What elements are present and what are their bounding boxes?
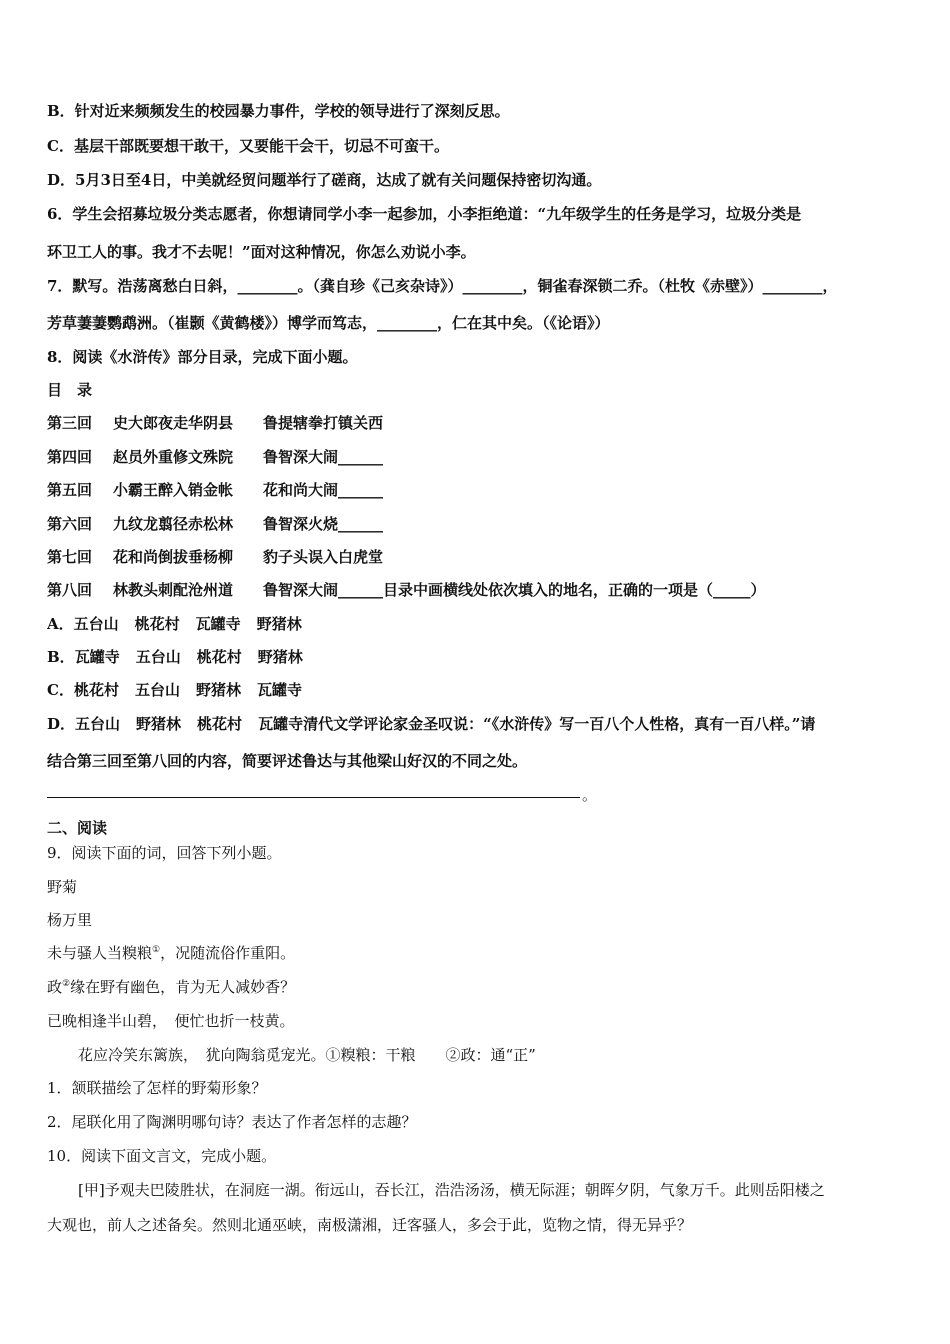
- toc-row: [47, 480, 917, 500]
- toc-first: 九纹龙翦径赤松林: [113, 515, 234, 533]
- footnote-marker: ②: [62, 979, 71, 989]
- poem-line-1: [47, 943, 917, 963]
- question-7-line-1: 7．默写。浩荡离愁白日斜，________。（龚自珍《己亥杂诗》）________，铜雀春深锁二乔。（杜牧《赤壁》）________，: [47, 277, 838, 295]
- option-item: 桃花村: [134, 615, 180, 633]
- option-item: 五台山: [134, 681, 180, 699]
- question-7-line-2: 芳草萋萋鹦鹉洲。（崔颢《黄鹤楼》）博学而笃志，________，仁在其中矣。（《论语》）: [47, 314, 610, 332]
- poem-line-2: [47, 977, 917, 997]
- toc-first: 林教头刺配沧州道: [113, 581, 234, 599]
- question-8-prompt: 结合第三回至第八回的内容，简要评述鲁达与其他梁山好汉的不同之处。: [47, 752, 528, 770]
- option-c-line: C．基层干部既要想干敢干，又要能干会干，切忌不可蛮干。: [47, 137, 449, 155]
- toc-row: [47, 447, 917, 467]
- footnote-marker: ①: [152, 945, 161, 955]
- toc-first: 小霸王醉入销金帐: [113, 481, 234, 499]
- option-item: 五台山: [73, 615, 119, 633]
- question-9-1: 1．颔联描绘了怎样的野菊形象？: [47, 1079, 267, 1097]
- question-8-heading: 8．阅读《水浒传》部分目录，完成下面小题。: [47, 348, 358, 366]
- question-9-2: 2．尾联化用了陶渊明哪句诗？表达了作者怎样的志趣？: [47, 1113, 417, 1131]
- toc-chapter: 第五回: [47, 481, 93, 499]
- option-item: 瓦罐寺: [195, 615, 241, 633]
- toc-chapter: 第七回: [47, 548, 93, 566]
- toc-second: 鲁智深火烧______: [263, 515, 384, 533]
- toc-chapter: 第四回: [47, 448, 93, 466]
- option-item: 五台山: [135, 648, 181, 666]
- option-item: 桃花村: [73, 681, 119, 699]
- option-label: D．: [47, 715, 76, 733]
- option-item: 五台山: [75, 715, 121, 733]
- toc-row: [47, 413, 917, 433]
- poem-title: 野菊: [47, 878, 78, 896]
- toc-second: 豹子头误入白虎堂: [263, 548, 384, 566]
- option-item: 瓦罐寺: [257, 681, 303, 699]
- classical-text-line-1: [甲]予观夫巴陵胜状，在洞庭一湖。衔远山，吞长江，浩浩汤汤，横无际涯；朝晖夕阴，气象万千。此则岳阳楼之: [78, 1181, 825, 1199]
- toc-second: 鲁提辖拳打镇关西: [263, 414, 384, 432]
- toc-row: [47, 547, 917, 567]
- question-9-heading: 9．阅读下面的词，回答下列小题。: [47, 844, 282, 862]
- answer-option-a: [47, 614, 917, 634]
- option-d-line: D．5月3日至4日，中美就经贸问题举行了磋商，达成了就有关问题保持密切沟通。: [47, 171, 602, 189]
- toc-second: 鲁智深大闹______: [263, 448, 384, 466]
- toc-second: 花和尚大闹______: [263, 481, 384, 499]
- answer-option-c: [47, 680, 917, 700]
- option-item: 野猪林: [257, 648, 303, 666]
- option-item: 野猪林: [195, 681, 241, 699]
- question-6-line-2: 环卫工人的事。我才不去呢！”面对这种情况，你怎么劝说小李。: [47, 243, 476, 261]
- poem-author: 杨万里: [47, 911, 93, 929]
- option-item: 野猪林: [136, 715, 182, 733]
- poem-line-3: 已晚相逢半山碧， 便忙也折一枝黄。: [47, 1012, 295, 1030]
- option-b-line: B．针对近来频频发生的校园暴力事件，学校的领导进行了深刻反思。: [47, 102, 510, 120]
- section-heading-reading: 二、阅读: [47, 819, 108, 837]
- toc-title: 目 录: [47, 381, 93, 399]
- answer-line: [47, 797, 580, 798]
- toc-row: [47, 580, 917, 600]
- option-item: 瓦罐寺: [258, 715, 304, 733]
- toc-chapter: 第八回: [47, 581, 93, 599]
- option-item: 瓦罐寺: [74, 648, 120, 666]
- classical-text-line-2: 大观也，前人之述备矣。然则北通巫峡，南极潇湘，迁客骚人，多会于此，览物之情，得无异乎？: [47, 1216, 693, 1234]
- answer-option-d: [47, 714, 917, 734]
- toc-chapter: 第六回: [47, 515, 93, 533]
- option-label: C．: [47, 681, 74, 699]
- option-tail: 清代文学评论家金圣叹说：“《水浒传》写一百八个人性格，真有一百八样。”请: [303, 715, 816, 733]
- option-item: 桃花村: [196, 648, 242, 666]
- question-10-heading: 10．阅读下面文言文，完成小题。: [47, 1147, 277, 1165]
- poem-text: 政: [47, 978, 63, 996]
- toc-second: 鲁智深大闹______目录中画横线处依次填入的地名，正确的一项是（_____）: [263, 581, 766, 599]
- option-item: 桃花村: [197, 715, 243, 733]
- option-label: A．: [47, 615, 74, 633]
- toc-first: 史大郎夜走华阴县: [113, 414, 234, 432]
- option-item: 野猪林: [256, 615, 302, 633]
- answer-option-b: [47, 647, 917, 667]
- option-label: B．: [47, 648, 75, 666]
- question-6-line-1: 6．学生会招募垃圾分类志愿者，你想请同学小李一起参加，小李拒绝道：“九年级学生的任务是学习，垃圾分类是: [47, 205, 802, 223]
- poem-text: 未与骚人当糗粮: [47, 944, 153, 962]
- answer-period: 。: [582, 786, 598, 804]
- toc-first: 赵员外重修文殊院: [113, 448, 234, 466]
- poem-text: 缘在野有幽色，肯为无人减妙香？: [70, 978, 296, 996]
- poem-line-4-notes: 花应冷笑东篱族， 犹向陶翁觅宠光。①糗粮：干粮 ②政：通“正”: [78, 1046, 536, 1064]
- toc-chapter: 第三回: [47, 414, 93, 432]
- toc-row: [47, 514, 917, 534]
- toc-first: 花和尚倒拔垂杨柳: [113, 548, 234, 566]
- poem-text: ，况随流俗作重阳。: [160, 944, 296, 962]
